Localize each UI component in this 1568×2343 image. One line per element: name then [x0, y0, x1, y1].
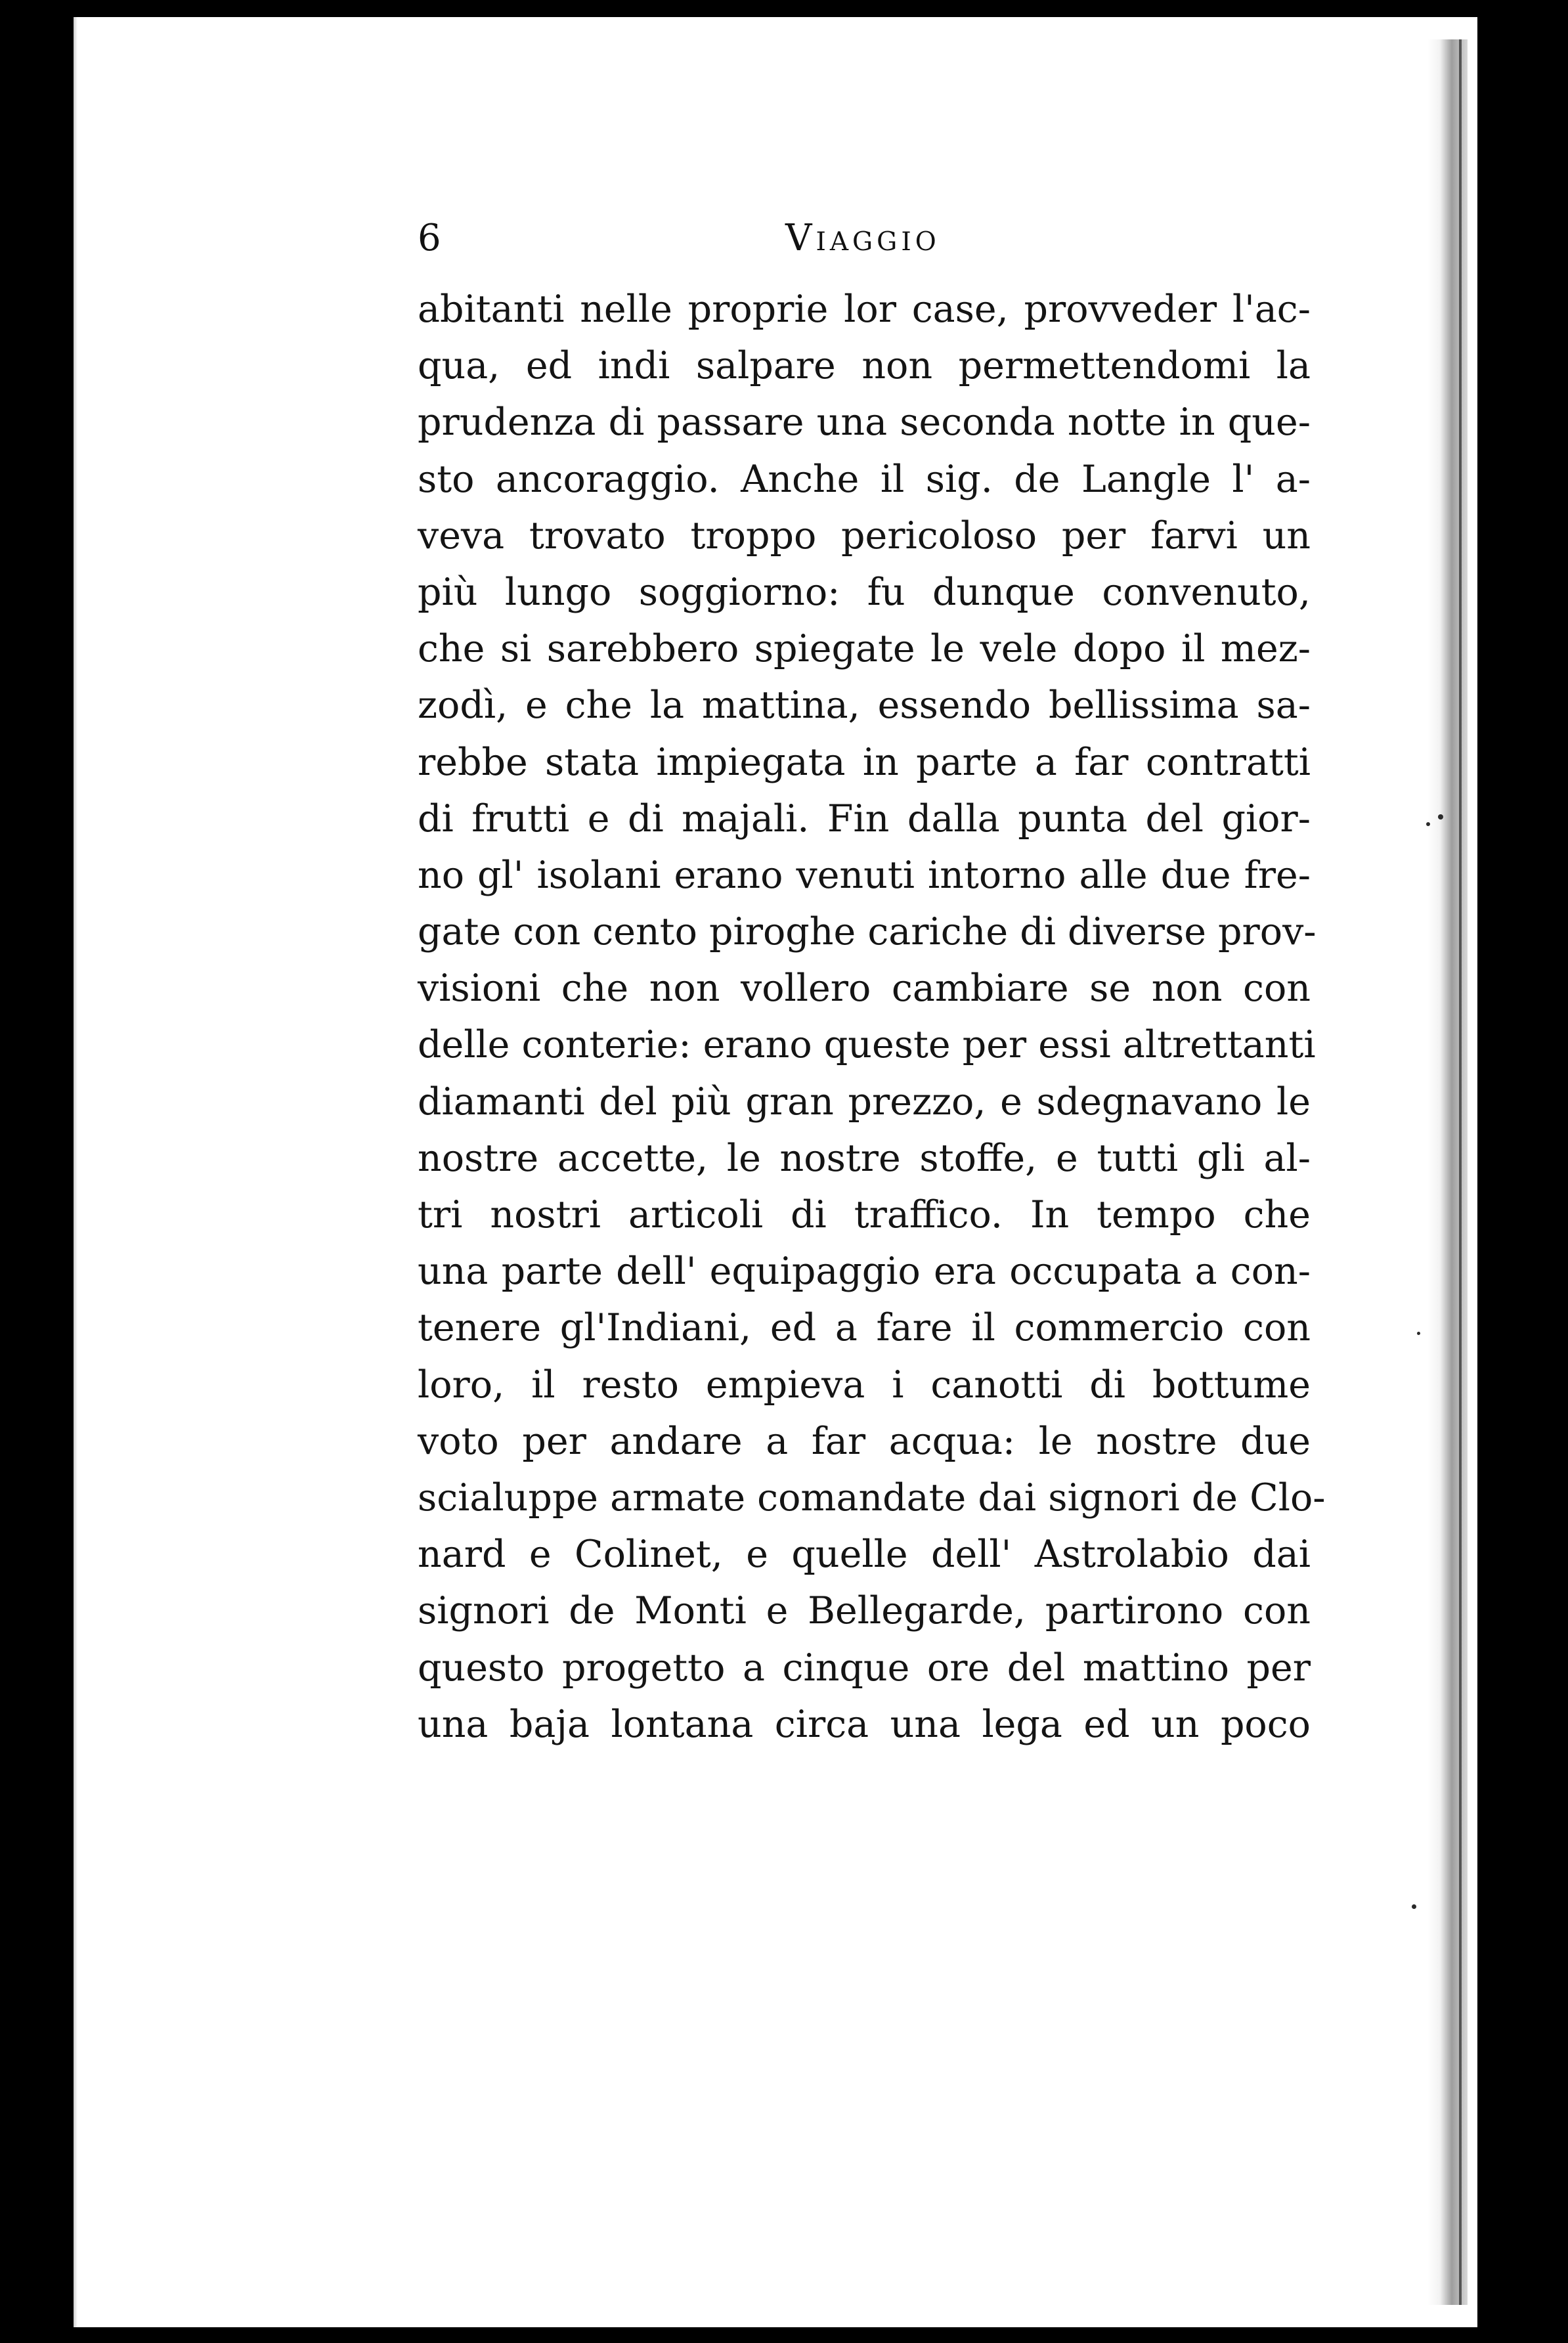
body-text [418, 281, 1326, 1753]
text-line: zodì, e che la mattina, essendo bellissima sa- [418, 684, 1311, 728]
text-line: nard e Colinet, e quelle dell' Astrolabio dai [418, 1533, 1311, 1577]
text-line: che si sarebbero spiegate le vele dopo il mez- [418, 627, 1311, 671]
text-line: una baja lontana circa una lega ed un poco [418, 1702, 1311, 1746]
page-left-edge-shadow [74, 17, 77, 2327]
text-line: rebbe stata impiegata in parte a far contratti [418, 740, 1311, 784]
text-line: loro, il resto empieva i canotti di bottume [418, 1363, 1311, 1407]
text-line: voto per andare a far acqua: le nostre due [418, 1419, 1311, 1463]
text-line: delle conterie: erano queste per essi altrettanti [418, 1023, 1316, 1067]
text-line: sto ancoraggio. Anche il sig. de Langle l' a- [418, 457, 1311, 501]
page-right-edge-line [1459, 39, 1462, 2305]
text-line: tenere gl'Indiani, ed a fare il commercio con [418, 1306, 1311, 1350]
scan-speck [1417, 1332, 1420, 1335]
text-line: scialuppe armate comandate dai signori de Clo- [418, 1476, 1326, 1520]
text-line: nostre accette, le nostre stoffe, e tutti gli al- [418, 1136, 1311, 1180]
text-line: gate con cento piroghe cariche di diverse prov- [418, 910, 1317, 954]
text-line: qua, ed indi salpare non permettendomi la [418, 344, 1311, 388]
text-line: di frutti e di majali. Fin dalla punta del gior- [418, 797, 1311, 841]
running-title: Viaggio [785, 217, 940, 259]
text-line: diamanti del più gran prezzo, e sdegnavano le [418, 1080, 1311, 1124]
text-line: una parte dell' equipaggio era occupata a con- [418, 1250, 1311, 1294]
text-line: questo progetto a cinque ore del mattino per [418, 1646, 1311, 1690]
page-header [418, 217, 1337, 269]
text-line: tri nostri articoli di traffico. In tempo che [418, 1193, 1311, 1237]
text-line: veva trovato troppo pericoloso per farvi un [418, 514, 1311, 558]
text-line: no gl' isolani erano venuti intorno alle due fre- [418, 853, 1311, 897]
scan-speck [1426, 822, 1430, 826]
page-number: 6 [418, 217, 441, 259]
scan-speck [1412, 1904, 1416, 1909]
text-line: visioni che non vollero cambiare se non con [418, 967, 1311, 1011]
text-line: più lungo soggiorno: fu dunque convenuto, [418, 570, 1311, 614]
scan-speck [1438, 814, 1443, 820]
text-line: abitanti nelle proprie lor case, provveder l'ac- [418, 288, 1311, 331]
text-line: signori de Monti e Bellegarde, partirono con [418, 1589, 1311, 1633]
page-right-gutter-shadow [1428, 39, 1468, 2305]
text-line: prudenza di passare una seconda notte in que- [418, 401, 1311, 445]
